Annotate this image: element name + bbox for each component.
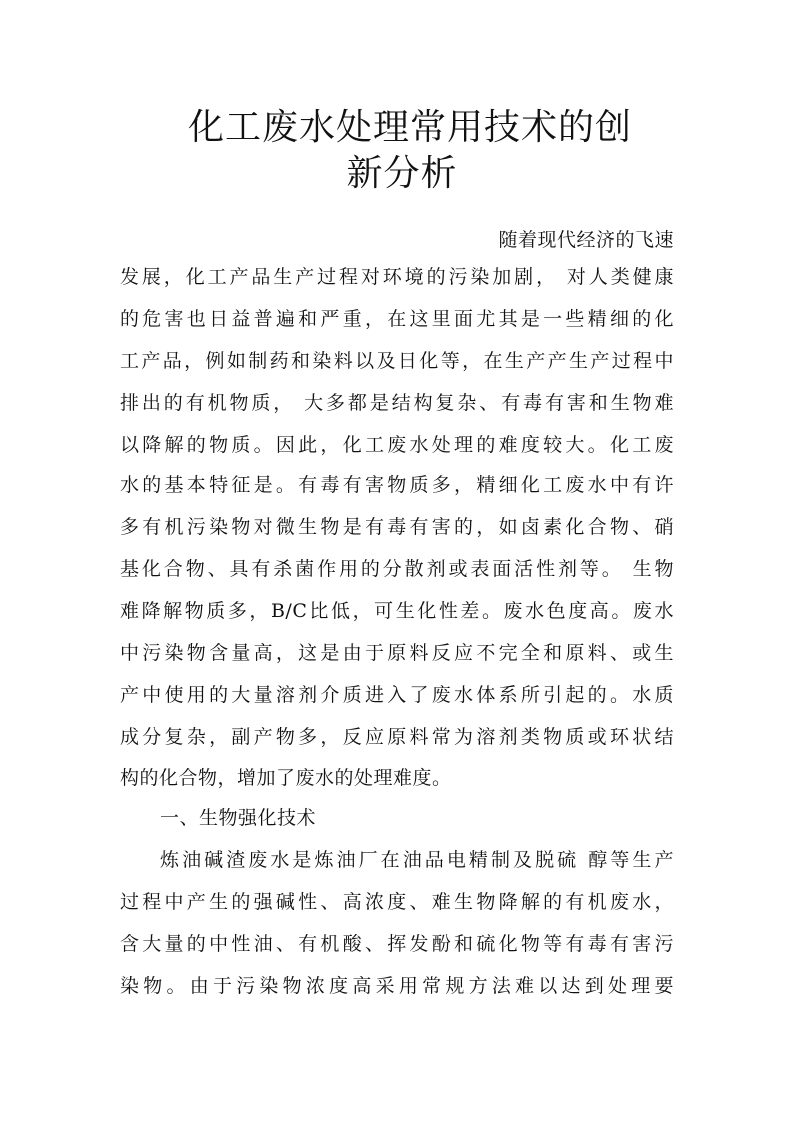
paragraph-2-line-3: 含大量的中性油、有机酸、挥发酚和硫化物等有毒有害污 (120, 933, 674, 955)
paragraph-1-line-12: 产中使用的大量溶剂介质进入了废水体系所引起的。水质 (120, 684, 674, 706)
section-1-heading: 一、生物强化技术 (160, 807, 317, 829)
paragraph-1-line-3: 的危害也日益普遍和严重，在这里面尤其是一些精细的化 (120, 308, 674, 330)
paragraph-1-line-1: 随着现代经济的飞速 (498, 229, 674, 251)
paragraph-1-line-9: 基化合物、具有杀菌作用的分散剂或表面活性剂等。 生物 (120, 558, 674, 580)
paragraph-1-line-11: 中污染物含量高，这是由于原料反应不完全和原料、或生 (120, 642, 674, 664)
paragraph-1-line-2: 发展，化工产品生产过程对环境的污染加剧， 对人类健康 (120, 266, 674, 288)
paragraph-2-line-1: 炼油碱渣废水是炼油厂在油品电精制及脱硫 醇等生产 (160, 849, 674, 871)
document-title-line-1: 化工废水处理常用技术的创 (187, 107, 632, 148)
paragraph-1-line-10: 难降解物质多，B/C比低，可生化性差。废水色度高。废水 (120, 600, 674, 622)
paragraph-2-line-2: 过程中产生的强碱性、高浓度、难生物降解的有机废水， (120, 891, 674, 913)
paragraph-2-line-4: 染物。由于污染物浓度高采用常规方法难以达到处理要 (120, 975, 674, 997)
paragraph-1-line-13: 成分复杂，副产物多，反应原料常为溶剂类物质或环状结 (120, 726, 674, 748)
paragraph-1-line-14: 构的化合物，增加了废水的处理难度。 (120, 767, 452, 789)
paragraph-1-line-5: 排出的有机物质， 大多都是结构复杂、有毒有害和生物难 (120, 392, 674, 414)
paragraph-1-line-6: 以降解的物质。因此，化工废水处理的难度较大。化工废 (120, 434, 674, 456)
document-title-line-2: 新分析 (346, 153, 458, 194)
paragraph-1-line-7: 水的基本特征是。有毒有害物质多，精细化工废水中有许 (120, 474, 674, 496)
paragraph-1-line-8: 多有机污染物对微生物是有毒有害的，如卤素化合物、硝 (120, 516, 674, 538)
paragraph-1-line-4: 工产品，例如制药和染料以及日化等，在生产产生产过程中 (120, 350, 674, 372)
